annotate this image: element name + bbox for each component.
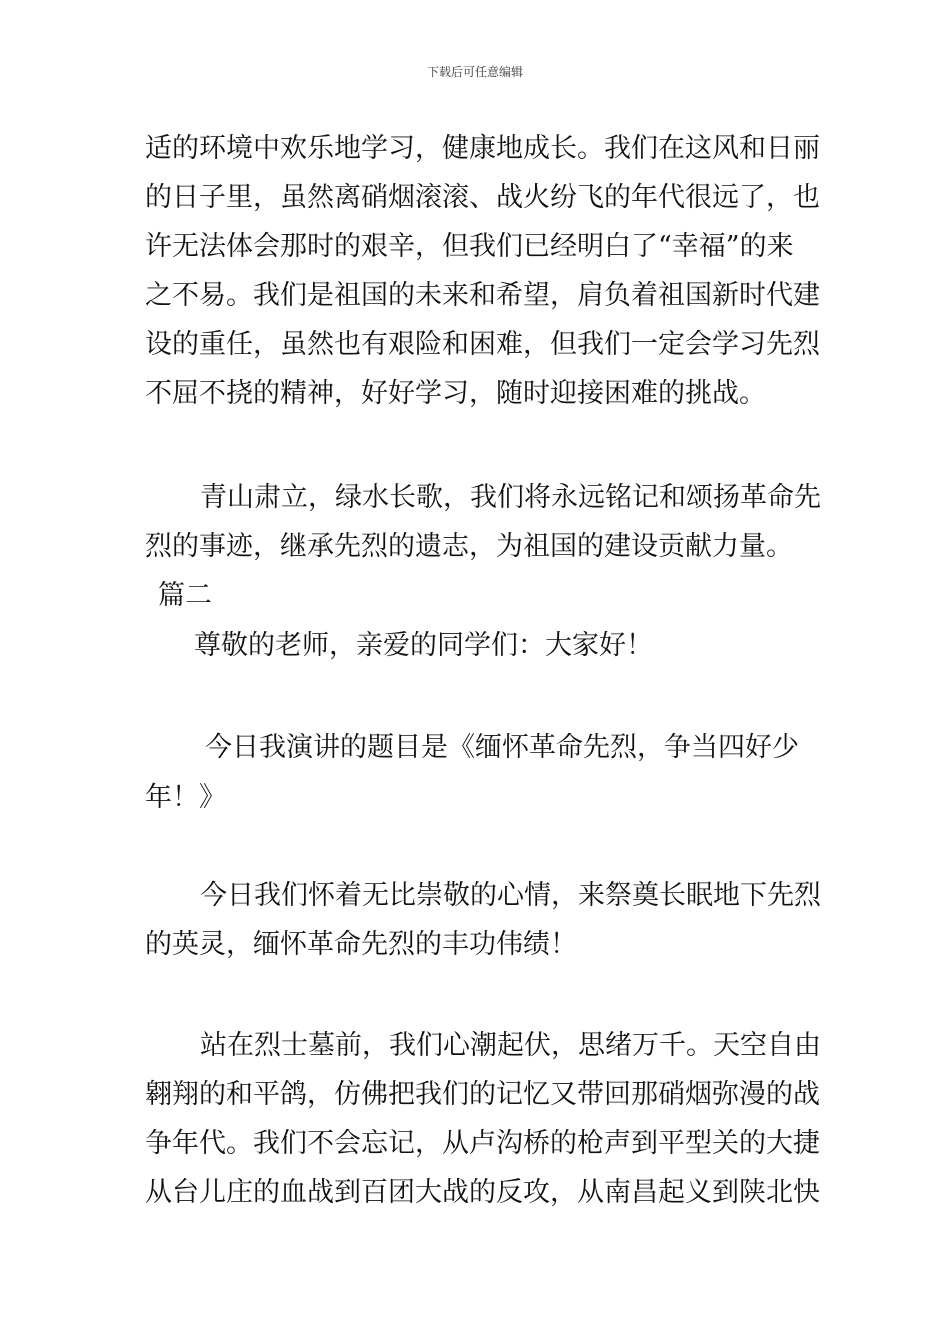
text-line: 站在烈士墓前，我们心潮起伏，思绪万千。天空自由 [200, 1030, 821, 1061]
text-line: 的日子里，虽然离硝烟滚滚、战火纷飞的年代很远了，也 [145, 182, 820, 213]
text-line: 设的重任，虽然也有艰险和困难，但我们一定会学习先烈 [145, 329, 820, 360]
text-line: 之不易。我们是祖国的未来和希望，肩负着祖国新时代建 [145, 280, 820, 311]
text-line: 烈的事迹，继承先烈的遗志，为祖国的建设贡献力量。 [145, 531, 793, 562]
text-line: 青山肃立，绿水长歌，我们将永远铭记和颂扬革命先 [200, 482, 821, 513]
text-line: 从台儿庄的血战到百团大战的反攻，从南昌起义到陕北快 [145, 1177, 820, 1208]
text-line: 的英灵，缅怀革命先烈的丰功伟绩！ [145, 929, 577, 960]
text-line: 今日我演讲的题目是《缅怀革命先烈，争当四好少 [205, 732, 799, 763]
text-line: 不屈不挠的精神，好好学习，随时迎接困难的挑战。 [145, 378, 766, 409]
text-line: 许无法体会那时的艰辛，但我们已经明白了“幸福”的来 [145, 231, 794, 262]
section-heading: 篇二 [158, 580, 212, 611]
text-line: 争年代。我们不会忘记，从卢沟桥的枪声到平型关的大捷 [145, 1128, 820, 1159]
text-line: 适的环境中欢乐地学习，健康地成长。我们在这风和日丽 [145, 133, 820, 164]
text-line: 尊敬的老师，亲爱的同学们：大家好！ [194, 630, 653, 661]
text-line: 今日我们怀着无比崇敬的心情，来祭奠长眠地下先烈 [200, 880, 821, 911]
page-header: 下载后可任意编辑 [426, 65, 523, 79]
text-line: 年！》 [145, 782, 226, 813]
text-line: 翱翔的和平鸽，仿佛把我们的记忆又带回那硝烟弥漫的战 [145, 1079, 820, 1110]
